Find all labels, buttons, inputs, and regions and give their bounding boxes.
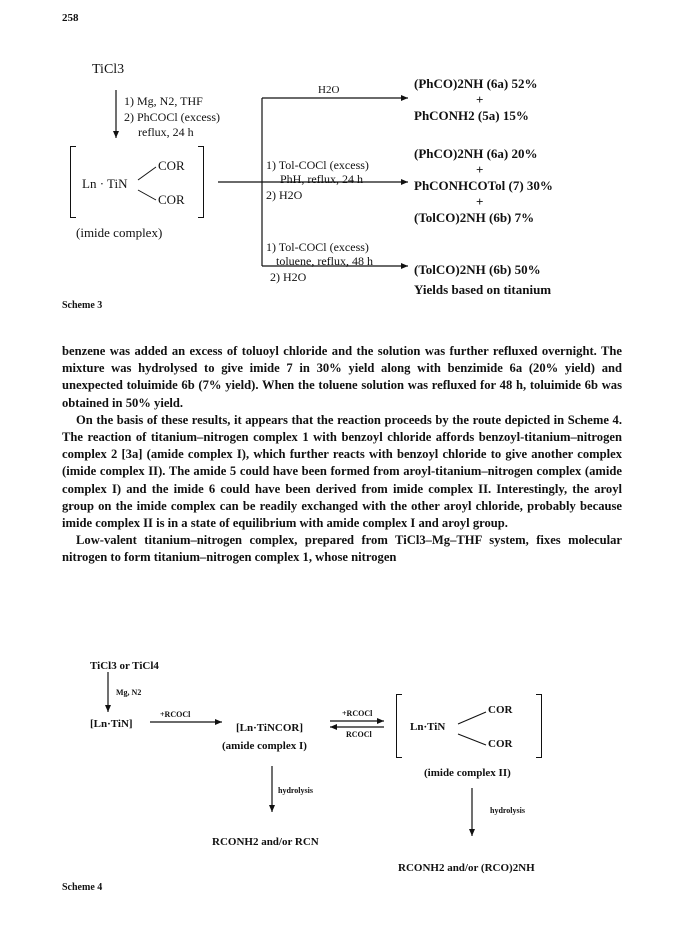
route-c-line-2: toluene, reflux, 48 h — [276, 254, 373, 268]
route-a-label: H2O — [318, 84, 340, 96]
route-c-line-3: 2) H2O — [270, 270, 307, 284]
s4-amide-complex: [Ln·TiNCOR] — [236, 722, 304, 734]
product-b2: PhCONHCOTol (7) 30% — [414, 178, 553, 193]
route-b-line-1: 1) Tol-COCl (excess) — [266, 158, 369, 172]
product-b3: (TolCO)2NH (6b) 7% — [414, 210, 535, 225]
complex-cor-bottom: COR — [158, 192, 185, 207]
product-b1: (PhCO)2NH (6a) 20% — [414, 146, 538, 161]
s4-amide-label: (amide complex I) — [222, 740, 307, 752]
scheme-3-caption: Scheme 3 — [62, 300, 103, 311]
page-number: 258 — [62, 12, 79, 24]
step1-line-c: reflux, 24 h — [138, 125, 194, 139]
paragraph-1: benzene was added an excess of toluoyl chloride and the solution was further refluxed overnight. The mixture was hydrolysed to give imide 7 in 30% yield along with benzimide 6a (20% yield) and unexpected toluimide 6b (7% yield). When the toluene solution was refluxed for 48 h, toluimide 6b was obtained in 50% yield. — [62, 344, 622, 410]
s4-product-left: RCONH2 and/or RCN — [212, 836, 319, 848]
plus-b2: + — [476, 194, 484, 209]
route-c-line-1: 1) Tol-COCl (excess) — [266, 240, 369, 254]
reagent-ticl3: TiCl3 — [92, 62, 125, 77]
complex-label: (imide complex) — [76, 225, 163, 240]
plus-b1: + — [476, 162, 484, 177]
route-b-line-2: PhH, reflux, 24 h — [280, 172, 363, 186]
product-c1: (TolCO)2NH (6b) 50% — [414, 262, 541, 277]
complex-cor-top: COR — [158, 158, 185, 173]
s4-imide-ln-tin: Ln·TiN — [410, 721, 446, 733]
s4-start: TiCl3 or TiCl4 — [90, 660, 159, 672]
s4-step-mg: Mg, N2 — [116, 688, 142, 697]
plus-a: + — [476, 92, 484, 107]
complex-ln-tin: Ln · TiN — [82, 176, 128, 191]
s4-imide-cor-bottom: COR — [488, 738, 513, 750]
product-a2: PhCONH2 (5a) 15% — [414, 108, 529, 123]
s4-bond-down — [458, 734, 486, 745]
step1-line-a: 1) Mg, N2, THF — [124, 94, 203, 108]
product-a1: (PhCO)2NH (6a) 52% — [414, 76, 538, 91]
s4-imide-label: (imide complex II) — [424, 767, 511, 779]
s4-product-right: RCONH2 and/or (RCO)2NH — [398, 862, 535, 874]
s4-hydrolysis-left: hydrolysis — [278, 786, 313, 795]
paragraph-2: On the basis of these results, it appears that the reaction proceeds by the route depicted in Scheme 4. The reaction of titanium–nitrogen complex 1 with benzoyl chloride affords benzoyl-titanium–nitrogen complex 2 [3a] (amide complex I), which further reacts with benzoyl chloride to give another complex (imide complex II). The amide 5 could have been formed from aroyl-titanium–nitrogen complex (amide complex I) and the imide 6 could have been derived from imide complex II. Interestingly, the aroyl group on the imide complex can be readily exchanged with the other aroyl chloride, probably because imide complex II is in a state of equilibrium with amide complex I and aroyl group. — [62, 412, 622, 531]
yields-note: Yields based on titanium — [414, 282, 552, 297]
paragraph-3: Low-valent titanium–nitrogen complex, prepared from TiCl3–Mg–THF system, fixes molecular nitrogen to form titanium–nitrogen complex 1, whose nitrogen — [62, 533, 622, 565]
scheme-4-caption: Scheme 4 — [62, 882, 103, 893]
s4-eq-bottom: RCOCl — [346, 730, 372, 739]
s4-ln-tin: [Ln·TiN] — [90, 718, 133, 730]
s4-arrow1-label: +RCOCl — [160, 710, 191, 719]
s4-eq-top: +RCOCl — [342, 709, 373, 718]
route-b-line-3: 2) H2O — [266, 188, 303, 202]
s3-bond-down — [138, 190, 156, 200]
s4-imide-cor-top: COR — [488, 704, 513, 716]
s4-bond-up — [458, 712, 486, 724]
step1-line-b: 2) PhCOCl (excess) — [124, 110, 220, 124]
s3-bond-up — [138, 167, 156, 180]
s4-hydrolysis-right: hydrolysis — [490, 806, 525, 815]
